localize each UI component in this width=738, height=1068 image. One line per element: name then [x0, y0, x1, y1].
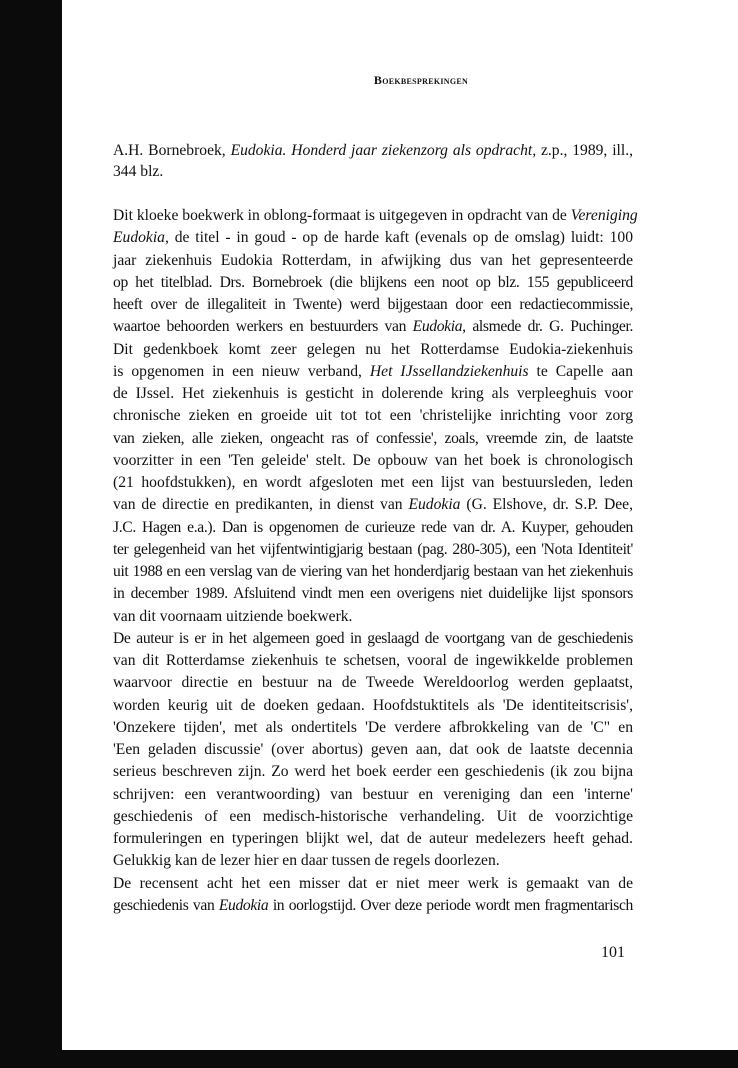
scan-border-bottom [0, 1050, 738, 1068]
text-line: geschiedenis van Eudokia in oorlogstijd. Over deze periode wordt men fragmentarisch [113, 896, 633, 914]
text-line: voorzitter in een 'Ten geleide' stelt. De opbouw van het boek is chronologisch [113, 451, 633, 469]
italic-term: Vereniging [570, 207, 638, 224]
page-number: 101 [601, 944, 625, 961]
italic-term: Eudokia, [113, 229, 169, 247]
text-line: in december 1989. Afsluitend vindt men een overigens niet duidelijke lijst sponsors [113, 585, 633, 603]
italic-term: Het IJssellandziekenhuis [369, 362, 529, 380]
text-line: uit 1988 en een verslag van de viering van het honderdjarig bestaan van het ziekenhuis [113, 563, 633, 580]
italic-term: Eudokia, [412, 318, 466, 336]
citation-author: A.H. Bornebroek, [113, 142, 231, 159]
text-line: van de directie en predikanten, in dienst van Eudokia (G. Elshove, dr. S.P. Dee, [113, 496, 633, 514]
text-line: waarvoor directie en bestuur na de Tweede Wereldoorlog werden geplaatst, [113, 674, 633, 692]
italic-term: Eudokia [408, 496, 461, 514]
text-line: van dit Rotterdamse ziekenhuis te schetsen, vooral de ingewikkelde problemen [113, 652, 633, 669]
text-line: serieus beschreven zijn. Zo werd het boek eerder een geschiedenis (ik zou bijna [113, 763, 633, 781]
text-line: op het titelblad. Drs. Bornebroek (die blijkens een noot op blz. 155 gepubliceerd [113, 273, 633, 291]
text-line: J.C. Hagen e.a.). Dan is opgenomen de curieuze rede van dr. A. Kuyper, gehouden [113, 518, 633, 536]
text-line: de IJssel. Het ziekenhuis is gesticht in dolerende kring als verpleeghuis voor [113, 385, 633, 402]
text-line: ter gelegenheid van het vijfentwintigjarig bestaan (pag. 280-305), een 'Nota Identiteit' [113, 540, 633, 558]
text-line: De auteur is er in het algemeen goed in geslaagd de voortgang van de geschiedenis [113, 629, 633, 647]
text-line: is opgenomen in een nieuw verband, Het IJssellandziekenhuis te Capelle aan [113, 362, 633, 380]
text-line: geschiedenis of een medisch-historische verhandeling. Uit de voorzichtige [113, 807, 633, 825]
text-line: formuleringen en typeringen blijkt wel, dat de auteur medelezers heeft gehad. [113, 830, 633, 847]
text-line: waartoe behoorden werkers en bestuurders van Eudokia, alsmede dr. G. Puchinger. [113, 318, 633, 336]
text-line: van dit voornaam uitziende boekwerk. [113, 607, 353, 625]
citation-title: Eudokia. Honderd jaar ziekenzorg als opdracht, [230, 142, 537, 159]
scan-border-left [0, 0, 62, 1068]
text-line: heeft over de illegaliteit in Twente) werd bijgestaan door een redactiecommissie, [113, 296, 633, 313]
text-line: schrijven: een verantwoording) van bestuur en vereniging dan een 'interne' [113, 785, 633, 803]
text-line: Dit kloeke boekwerk in oblong-formaat is uitgegeven in opdracht van de Vereniging [113, 207, 638, 224]
text-line: van zieken, alle zieken, ongeacht ras of confessie', zoals, vreemde zin, de laatste [113, 429, 633, 447]
text-line: chronische zieken en groeide uit tot tot een 'christelijke inrichting voor zorg [113, 407, 633, 425]
citation-details: z.p., 1989, ill., 344 blz. [113, 142, 633, 180]
book-citation [113, 141, 633, 182]
text-line: worden keurig uit de doeken gedaan. Hoofdstuktitels als 'De identiteitscrisis', [113, 696, 633, 714]
text-line: Gelukkig kan de lezer hier en daar tussen de regels doorlezen. [113, 852, 500, 870]
text-line: Eudokia, de titel - in goud - op de harde kaft (evenals op de omslag) luidt: 100 [113, 229, 633, 247]
running-header-title: Boekbesprekingen [373, 73, 469, 87]
text-line: De recensent acht het een misser dat er niet meer werk is gemaakt van de [113, 874, 633, 892]
review-body [113, 205, 638, 917]
italic-term: Eudokia [218, 896, 269, 914]
text-line: (21 hoofdstukken), en wordt afgesloten met een lijst van bestuursleden, leden [113, 474, 633, 491]
text-line: Dit gedenkboek komt zeer gelegen nu het Rotterdamse Eudokia-ziekenhuis [113, 340, 633, 358]
text-line: 'Onzekere tijden', met als ondertitels 'De verdere afbrokkeling van de 'C" en [113, 718, 633, 736]
text-line: jaar ziekenhuis Eudokia Rotterdam, in afwijking dus van het gepresenteerde [113, 251, 633, 269]
text-line: 'Een geladen discussie' (over abortus) geven aan, dat ook de laatste decennia [113, 741, 633, 758]
running-header [100, 73, 738, 88]
